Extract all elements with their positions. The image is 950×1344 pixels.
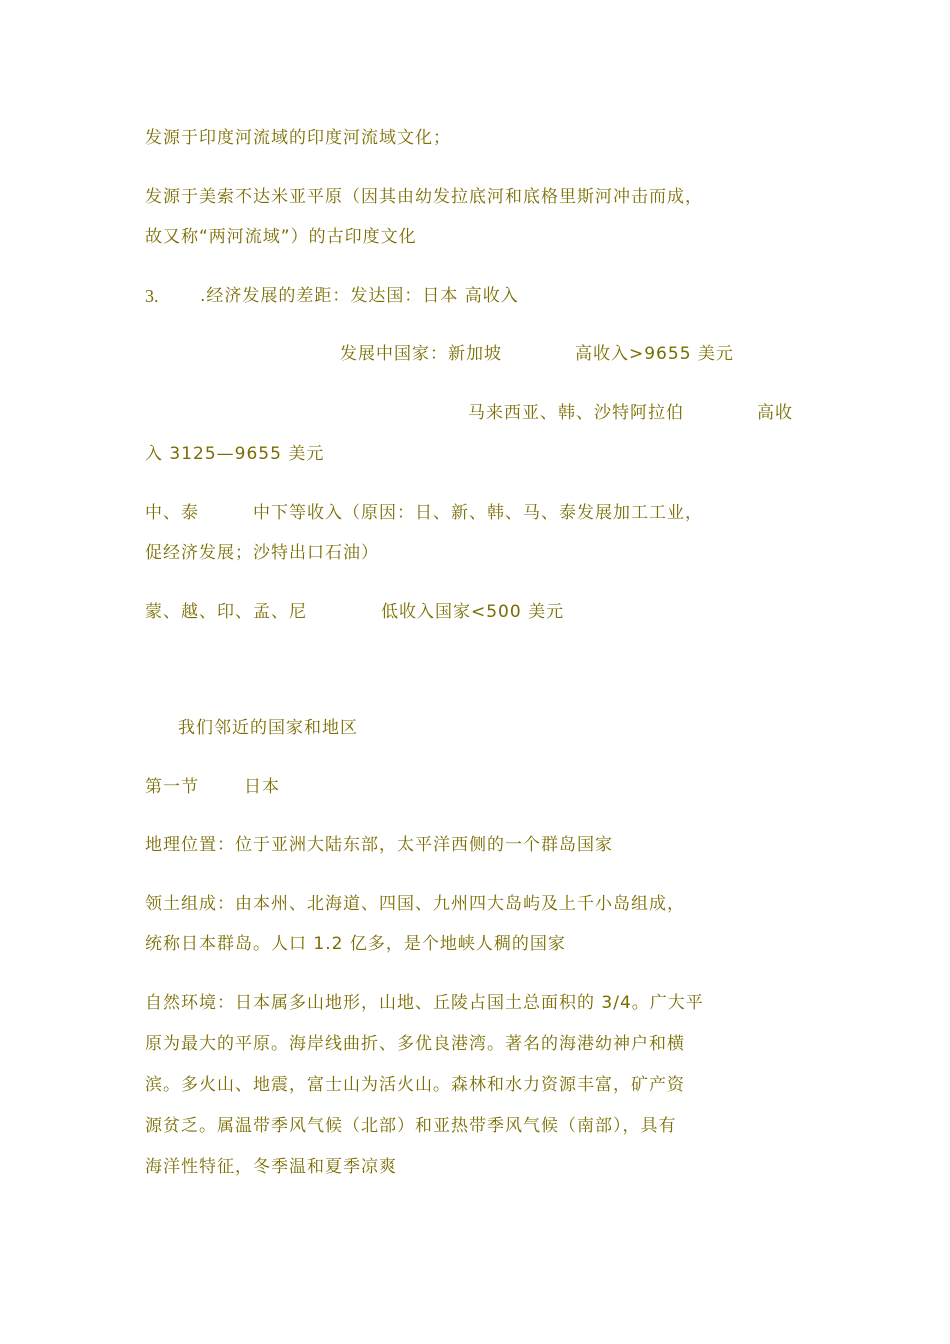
text-line: 故又称“两河流域”）的古印度文化 <box>145 227 417 247</box>
text-line: 源贫乏。属温带季风气候（北部）和亚热带季风气候（南部），具有 <box>145 1116 677 1136</box>
text-line: 入 3125—9655 美元 <box>145 444 325 464</box>
text-line: 地理位置：位于亚洲大陆东部，太平洋西侧的一个群岛国家 <box>145 835 613 855</box>
text-line: 促经济发展；沙特出口石油） <box>145 543 379 563</box>
section-heading: 第一节 <box>145 777 199 797</box>
text-line: 自然环境：日本属多山地形，山地、丘陵占国土总面积的 3/4。广大平 <box>145 993 704 1013</box>
text-line: 统称日本群岛。人口 1.2 亿多，是个地峡人稠的国家 <box>145 934 566 954</box>
text-line: 中、泰 <box>145 503 199 523</box>
text-line: 低收入国家<500 美元 <box>381 602 565 622</box>
chapter-heading: 我们邻近的国家和地区 <box>178 718 358 738</box>
text-line: 领土组成：由本州、北海道、四国、九州四大岛屿及上千小岛组成， <box>145 894 685 914</box>
text-line: 中下等收入（原因：日、新、韩、马、泰发展加工工业， <box>253 503 703 523</box>
section-title: 日本 <box>244 777 280 797</box>
text-line: 发源于印度河流域的印度河流域文化； <box>145 128 451 148</box>
text-line: 高收 <box>757 403 793 423</box>
text-line: 原为最大的平原。海岸线曲折、多优良港湾。著名的海港幼神户和横 <box>145 1034 685 1054</box>
text-line: 马来西亚、韩、沙特阿拉伯 <box>468 403 684 423</box>
text-line: 蒙、越、印、孟、尼 <box>145 602 307 622</box>
text-line: 发展中国家：新加坡 <box>340 344 502 364</box>
list-number: 3. <box>145 286 159 306</box>
text-line: 滨。多火山、地震，富士山为活火山。森林和水力资源丰富，矿产资 <box>145 1075 685 1095</box>
text-line: 发源于美索不达米亚平原（因其由幼发拉底河和底格里斯河冲击而成， <box>145 187 703 207</box>
text-line: 高收入>9655 美元 <box>575 344 734 364</box>
text-line: .经济发展的差距：发达国：日本 高收入 <box>200 286 519 306</box>
text-line: 海洋性特征，冬季温和夏季凉爽 <box>145 1157 397 1177</box>
